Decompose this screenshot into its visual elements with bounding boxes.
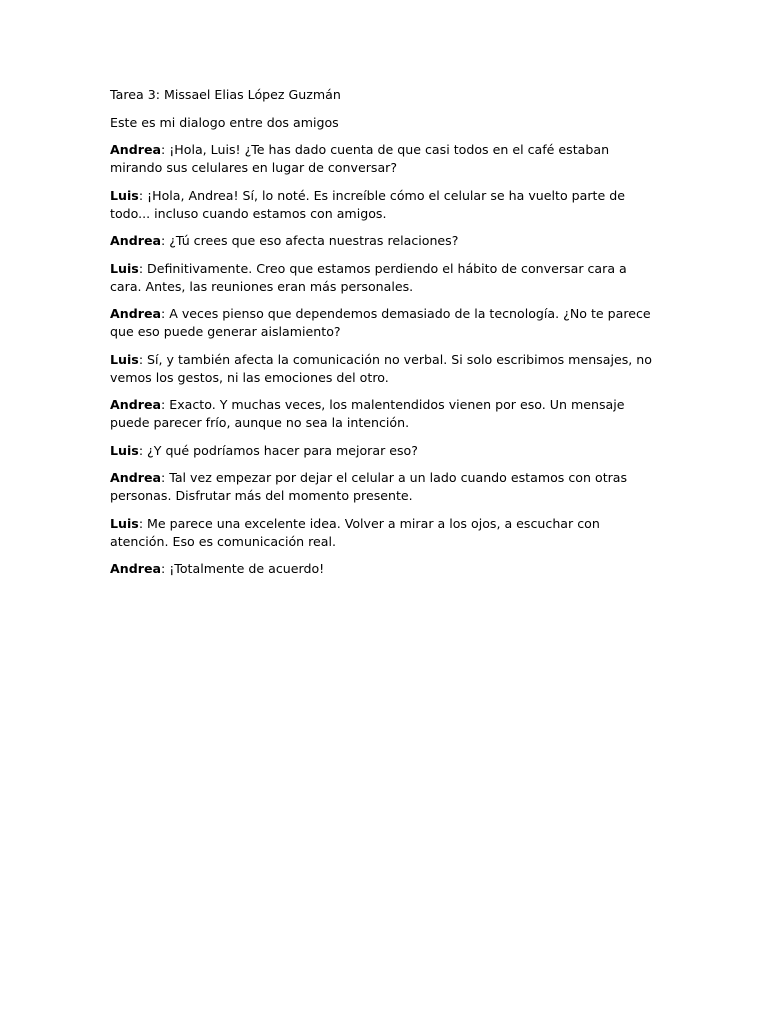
- dialogue-text: : Definitivamente. Creo que estamos perdiendo el hábito de conversar cara a cara. Antes, las reuniones eran más personales.: [110, 260, 627, 294]
- dialogue-text: : ¡Hola, Andrea! Sí, lo noté. Es increíble cómo el celular se ha vuelto parte de todo... incluso cuando estamos con amigos.: [110, 187, 625, 221]
- dialogue-line: [110, 442, 662, 460]
- speaker-name: Luis: [110, 351, 139, 367]
- dialogue-text: : Sí, y también afecta la comunicación no verbal. Si solo escribimos mensajes, no vemos los gestos, ni las emociones del otro.: [110, 351, 652, 385]
- speaker-name: Luis: [110, 442, 139, 458]
- speaker-name: Andrea: [110, 561, 161, 576]
- speaker-name: Andrea: [110, 306, 161, 321]
- dialogue-text: : ¡Totalmente de acuerdo!: [160, 561, 325, 576]
- dialogue-line: [110, 187, 662, 223]
- dialogue-line: [110, 396, 662, 432]
- speaker-name: Andrea: [110, 470, 161, 485]
- dialogue-text: : Tal vez empezar por dejar el celular a un lado cuando estamos con otras personas. Disfrutar más del momento presente.: [110, 470, 628, 503]
- dialogue-text: : ¿Y qué podríamos hacer para mejorar eso?: [138, 442, 418, 458]
- document-intro: Este es mi dialogo entre dos amigos: [110, 114, 339, 130]
- dialogue-text: : ¿Tú crees que eso afecta nuestras relaciones?: [160, 233, 459, 248]
- dialogue-line: [110, 351, 662, 387]
- speaker-name: Luis: [110, 187, 139, 203]
- dialogue-text: : ¡Hola, Luis! ¿Te has dado cuenta de que casi todos en el café estaban mirando sus celulares en lugar de conversar?: [110, 142, 610, 175]
- document-body: [110, 86, 662, 588]
- dialogue-line: [110, 141, 662, 177]
- speaker-name: Luis: [110, 260, 139, 276]
- dialogue-line: [110, 515, 662, 551]
- speaker-name: Andrea: [110, 142, 161, 157]
- document-title: Tarea 3: Missael Elias López Guzmán: [110, 87, 341, 102]
- dialogue-text: : Me parece una excelente idea. Volver a mirar a los ojos, a escuchar con atención. Eso es comunicación real.: [110, 515, 600, 549]
- speaker-name: Luis: [110, 515, 139, 531]
- speaker-name: Andrea: [110, 233, 161, 248]
- dialogue-text: : Exacto. Y muchas veces, los malentendidos vienen por eso. Un mensaje puede parecer frío, aunque no sea la intención.: [110, 397, 625, 430]
- dialogue-line: [110, 469, 662, 505]
- dialogue-text: : A veces pienso que dependemos demasiado de la tecnología. ¿No te parece que eso puede generar aislamiento?: [110, 306, 651, 339]
- dialogue-line: [110, 305, 662, 341]
- dialogue-line: [110, 560, 662, 578]
- dialogue-line: [110, 232, 662, 250]
- speaker-name: Andrea: [110, 397, 161, 412]
- dialogue-line: [110, 260, 662, 296]
